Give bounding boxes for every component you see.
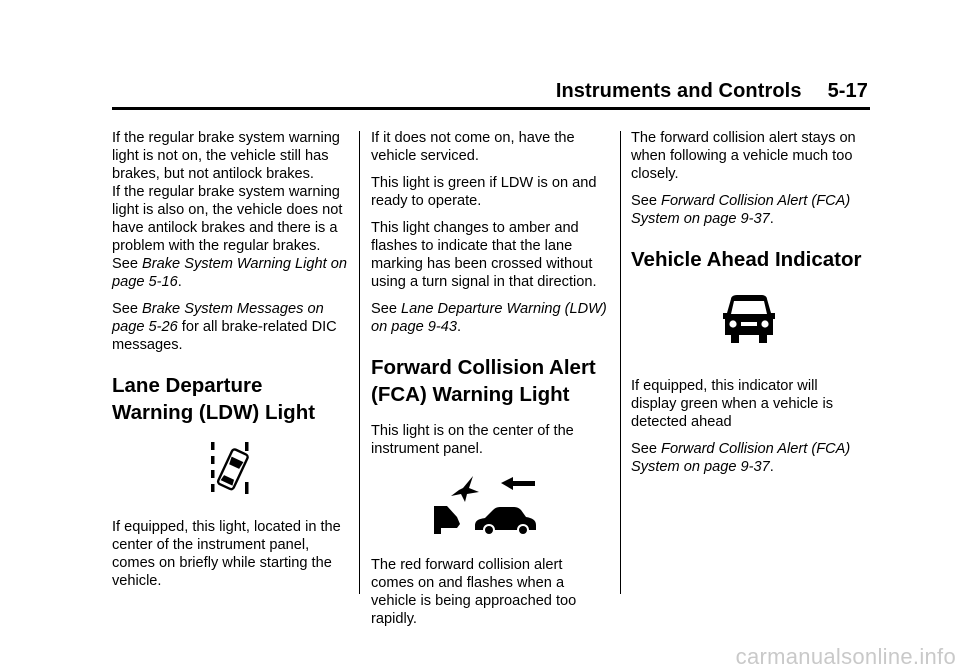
section-title: Instruments and Controls bbox=[555, 80, 802, 102]
paragraph bbox=[112, 300, 348, 354]
vai-icon-box bbox=[631, 295, 867, 347]
paragraph: This light is green if LDW is on and ready to operate. bbox=[371, 175, 597, 209]
column-1 bbox=[112, 129, 348, 599]
section-heading-fca: Forward Collision Alert (FCA) Warning Light bbox=[371, 356, 596, 406]
page-number: 5-17 bbox=[827, 80, 868, 102]
vehicle-ahead-indicator-icon bbox=[721, 295, 777, 347]
page-header bbox=[112, 80, 870, 106]
paragraph: If the regular brake system warning light is not on, the vehicle still has brakes, but not antilock brakes. bbox=[112, 130, 340, 182]
ldw-icon-box bbox=[112, 440, 348, 500]
paragraph bbox=[631, 192, 867, 228]
paragraph bbox=[631, 440, 867, 476]
header-rule bbox=[112, 107, 870, 110]
paragraph bbox=[112, 255, 348, 291]
forward-collision-alert-icon bbox=[429, 474, 549, 538]
paragraph: If equipped, this indicator will display green when a vehicle is detected ahead bbox=[631, 378, 833, 430]
paragraph: If the regular brake system warning light is also on, the vehicle does not have antilock brakes and there is a problem with the regular brakes. bbox=[112, 184, 343, 254]
cross-reference-link[interactable]: Brake System Messages on page 5-26 bbox=[112, 301, 324, 335]
column-divider bbox=[620, 131, 621, 594]
paragraph-text: for all brake-related DIC messages. bbox=[112, 319, 337, 353]
section-heading-ldw: Lane Departure Warning (LDW) Light bbox=[112, 374, 316, 424]
section-heading-vai: Vehicle Ahead Indicator bbox=[631, 248, 862, 271]
cross-reference-link[interactable]: Lane Departure Warning (LDW) on page 9-43 bbox=[371, 301, 607, 335]
paragraph: This light is on the center of the instrument panel. bbox=[371, 423, 574, 457]
punctuation: . bbox=[457, 319, 462, 335]
paragraph: If equipped, this light, located in the center of the instrument panel, comes on briefly while starting the vehicle. bbox=[112, 519, 341, 589]
see-text: See bbox=[112, 301, 143, 317]
see-text: See bbox=[371, 301, 402, 317]
punctuation: . bbox=[177, 274, 182, 290]
punctuation: . bbox=[769, 459, 774, 475]
header-text bbox=[556, 80, 868, 103]
see-text: See bbox=[112, 256, 143, 272]
see-text: See bbox=[631, 193, 662, 209]
paragraph: This light changes to amber and flashes to indicate that the lane marking has been crossed without using a turn signal in that direction. bbox=[371, 220, 597, 290]
paragraph: If it does not come on, have the vehicle serviced. bbox=[371, 130, 575, 164]
column-2 bbox=[371, 129, 607, 637]
paragraph: The red forward collision alert comes on and flashes when a vehicle is being approached too rapidly. bbox=[371, 557, 577, 627]
watermark: carmanualsonline.info bbox=[735, 644, 956, 669]
cross-reference-link[interactable]: Forward Collision Alert (FCA) System on page 9-37 bbox=[631, 441, 851, 475]
cross-reference-link[interactable]: Brake System Warning Light on page 5-16 bbox=[112, 256, 347, 290]
column-3 bbox=[631, 129, 867, 485]
column-divider bbox=[359, 131, 360, 594]
lane-departure-warning-icon bbox=[200, 440, 260, 500]
see-text: See bbox=[631, 441, 662, 457]
paragraph: The forward collision alert stays on when following a vehicle much too closely. bbox=[631, 130, 856, 182]
cross-reference-link[interactable]: Forward Collision Alert (FCA) System on page 9-37 bbox=[631, 193, 851, 227]
paragraph bbox=[371, 300, 607, 336]
fca-icon-box bbox=[371, 474, 607, 538]
punctuation: . bbox=[769, 211, 774, 227]
